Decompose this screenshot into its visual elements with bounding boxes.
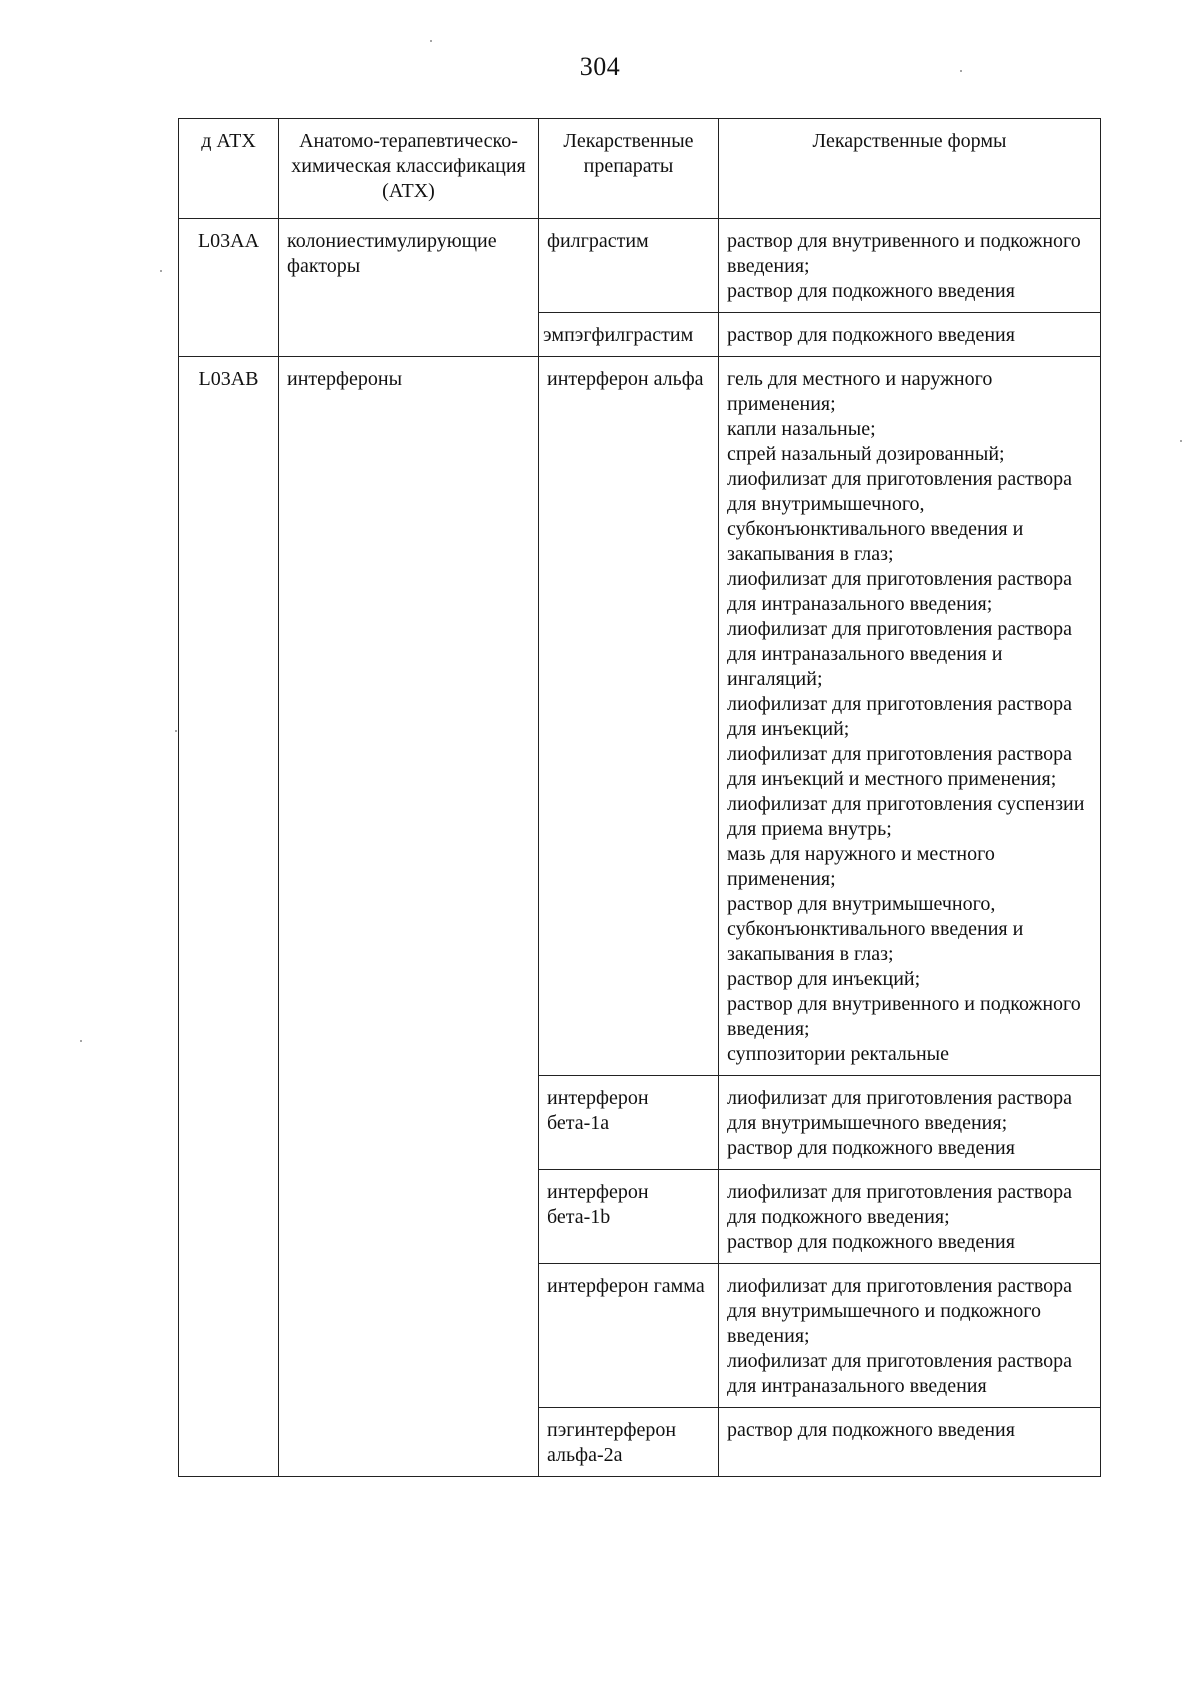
dosage-forms (719, 1170, 1101, 1264)
table-header-row (179, 119, 1101, 219)
drug-name: эмпэгфилграстим (539, 313, 719, 357)
header-forms: Лекарственные формы (719, 119, 1101, 219)
dosage-forms (719, 357, 1101, 1076)
drug-name: интерферон бета-1a (539, 1076, 719, 1170)
dosage-forms (719, 1076, 1101, 1170)
classification: интерфероны (279, 357, 539, 1477)
dosage-form: раствор для подкожного введения (727, 1137, 1015, 1159)
dosage-form: раствор для внутривенного и подкожного введения; (727, 230, 1081, 277)
drug-name: филграстим (539, 219, 719, 313)
header-atc-code: д АТХ (179, 119, 279, 219)
scan-speck (430, 40, 432, 42)
scan-speck (175, 730, 177, 732)
drug-name: пэгинтерферон альфа-2a (539, 1408, 719, 1477)
dosage-form: раствор для подкожного введения (727, 1419, 1015, 1441)
dosage-form: мазь для наружного и местного применения; (727, 843, 995, 890)
dosage-form: гель для местного и наружного применения; (727, 368, 993, 415)
dosage-form: лиофилизат для приготовления раствора для инъекций; (727, 693, 1073, 740)
dosage-forms (719, 1264, 1101, 1408)
dosage-form: лиофилизат для приготовления раствора для внутримышечного введения; (727, 1087, 1073, 1134)
dosage-form: спрей назальный дозированный; (727, 443, 1005, 465)
dosage-form: раствор для подкожного введения (727, 324, 1015, 346)
atc-code: L03AA (179, 219, 279, 357)
scan-speck (80, 1040, 82, 1042)
scan-speck (160, 270, 162, 272)
dosage-form: лиофилизат для приготовления раствора для интраназального введения (727, 1350, 1073, 1397)
dosage-forms (719, 1408, 1101, 1477)
table-row (179, 219, 1101, 313)
drug-name: интерферон гамма (539, 1264, 719, 1408)
dosage-form: раствор для внутримышечного, субконъюнктивального введения и закапывания в глаз; (727, 893, 1024, 965)
header-drugs: Лекарственные препараты (539, 119, 719, 219)
dosage-form: лиофилизат для приготовления раствора для инъекций и местного применения; (727, 743, 1073, 790)
dosage-form: суппозитории ректальные (727, 1043, 949, 1065)
dosage-form: раствор для внутривенного и подкожного введения; (727, 993, 1081, 1040)
scan-speck (960, 70, 962, 72)
table-row (179, 357, 1101, 1076)
drug-name: интерферон бета-1b (539, 1170, 719, 1264)
dosage-form: лиофилизат для приготовления раствора для подкожного введения; (727, 1181, 1073, 1228)
dosage-form: лиофилизат для приготовления раствора для интраназального введения и ингаляций; (727, 618, 1073, 690)
drug-name: интерферон альфа (539, 357, 719, 1076)
dosage-form: лиофилизат для приготовления раствора для внутримышечного, субконъюнктивального введения и закапывания в глаз; (727, 468, 1073, 565)
dosage-form: раствор для инъекций; (727, 968, 921, 990)
dosage-form: раствор для подкожного введения (727, 1231, 1015, 1253)
atc-code: L03AB (179, 357, 279, 1477)
scan-speck (1180, 440, 1182, 442)
dosage-form: лиофилизат для приготовления раствора для внутримышечного и подкожного введения; (727, 1275, 1073, 1347)
header-classification: Анатомо-терапевтическо-химическая классификация (АТХ) (279, 119, 539, 219)
dosage-form: лиофилизат для приготовления раствора для интраназального введения; (727, 568, 1073, 615)
classification: колониестимулирующие факторы (279, 219, 539, 357)
dosage-forms (719, 313, 1101, 357)
page-number: 304 (579, 52, 621, 81)
dosage-form: капли назальные; (727, 418, 876, 440)
dosage-form: лиофилизат для приготовления суспензии для приема внутрь; (727, 793, 1085, 840)
dosage-form: раствор для подкожного введения (727, 280, 1015, 302)
dosage-forms (719, 219, 1101, 313)
drug-table (178, 118, 1101, 1477)
